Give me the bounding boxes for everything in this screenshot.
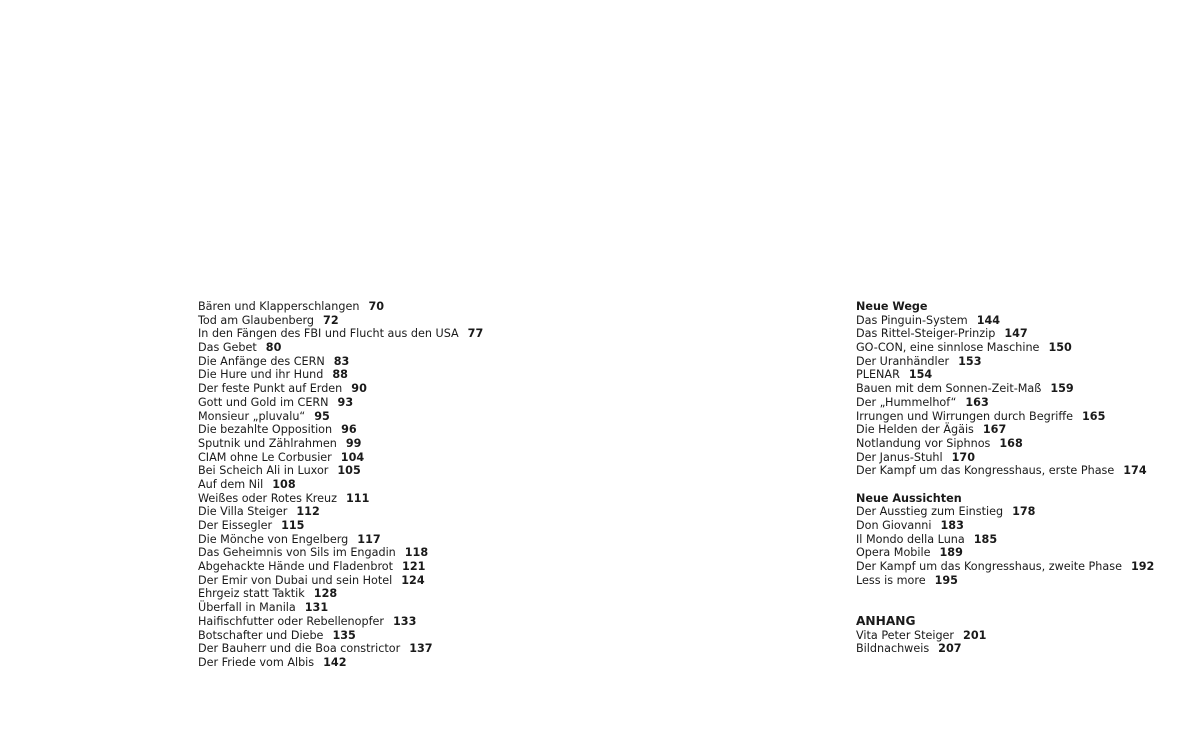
entry-title: Bei Scheich Ali in Luxor xyxy=(198,464,329,478)
entry-page-number: 96 xyxy=(341,423,357,437)
toc-entry xyxy=(198,505,483,519)
entry-title: Die Hure und ihr Hund xyxy=(198,368,324,382)
toc-entry xyxy=(198,368,483,382)
toc-entry xyxy=(856,629,1154,643)
toc-entry xyxy=(198,533,483,547)
entry-page-number: 108 xyxy=(272,477,296,491)
entry-page-number: 165 xyxy=(1082,409,1106,423)
entry-title: Überfall in Manila xyxy=(198,601,296,615)
entry-title: Der Uranhändler xyxy=(856,354,950,368)
entry-title: Die Villa Steiger xyxy=(198,505,288,519)
entry-title: Don Giovanni xyxy=(856,519,932,532)
toc-entry xyxy=(198,341,483,355)
entry-page-number: 99 xyxy=(345,436,362,450)
toc-entry xyxy=(856,533,1154,547)
entry-title: Gott und Gold im CERN xyxy=(198,395,329,409)
toc-entry xyxy=(198,642,483,656)
entry-title: CIAM ohne Le Corbusier xyxy=(198,450,332,464)
entry-title: Der Ausstieg zum Einstieg xyxy=(856,505,1004,519)
entry-page-number: 192 xyxy=(1130,560,1155,574)
entry-title: Das Pinguin-System xyxy=(856,313,968,327)
entry-page-number: 88 xyxy=(332,368,348,382)
entry-page-number: 150 xyxy=(1048,341,1072,355)
entry-page-number: 201 xyxy=(963,628,987,642)
entry-title: Bildnachweis xyxy=(856,642,930,656)
entry-title: Bären und Klapperschlangen xyxy=(198,300,360,313)
toc-list-left xyxy=(198,300,483,670)
entry-title: PLENAR xyxy=(856,368,900,382)
toc-entry xyxy=(198,327,483,341)
entry-page-number: 135 xyxy=(332,628,356,642)
toc-entry xyxy=(198,615,483,629)
entry-title: Ehrgeiz statt Taktik xyxy=(198,587,305,601)
entry-title: Das Rittel-Steiger-Prinzip xyxy=(856,327,996,341)
entry-page-number: 153 xyxy=(958,354,982,368)
entry-page-number: 77 xyxy=(467,327,484,341)
toc-entry xyxy=(856,314,1154,328)
toc-entry xyxy=(198,492,483,506)
entry-title: Die Anfänge des CERN xyxy=(198,354,325,368)
section-heading-neue-wege: Neue Wege xyxy=(856,300,928,313)
entry-title: Die Mönche von Engelberg xyxy=(198,532,349,546)
toc-entry xyxy=(198,451,483,465)
entry-title: Der feste Punkt auf Erden xyxy=(198,382,343,396)
entry-title: Der Emir von Dubai und sein Hotel xyxy=(198,573,393,587)
entry-page-number: 137 xyxy=(409,642,433,656)
toc-entry xyxy=(198,464,483,478)
entry-page-number: 90 xyxy=(351,382,367,396)
toc-entry xyxy=(856,574,1154,588)
entry-page-number: 115 xyxy=(281,519,305,532)
entry-page-number: 128 xyxy=(313,587,338,601)
toc-entry xyxy=(198,587,483,601)
toc-list-right xyxy=(856,300,1154,656)
entry-page-number: 131 xyxy=(304,601,329,615)
entry-page-number: 80 xyxy=(265,341,282,355)
entry-page-number: 118 xyxy=(404,546,429,560)
toc-entry xyxy=(856,451,1154,465)
entry-page-number: 72 xyxy=(323,313,339,327)
toc-entry xyxy=(198,423,483,437)
toc-entry xyxy=(198,546,483,560)
entry-title: Der Kampf um das Kongresshaus, zweite Phase xyxy=(856,560,1122,574)
entry-page-number: 111 xyxy=(346,491,370,505)
toc-entry xyxy=(198,601,483,615)
entry-title: Il Mondo della Luna xyxy=(856,532,965,546)
toc-entry xyxy=(856,642,1154,656)
entry-title: Sputnik und Zählrahmen xyxy=(198,436,337,450)
toc-entry xyxy=(856,505,1154,519)
toc-entry xyxy=(856,464,1154,478)
toc-entry xyxy=(856,546,1154,560)
entry-title: Der Kampf um das Kongresshaus, erste Phase xyxy=(856,464,1115,478)
entry-title: Abgehackte Hände und Fladenbrot xyxy=(198,560,394,574)
toc-entry xyxy=(856,410,1154,424)
toc-entry xyxy=(856,423,1154,437)
entry-page-number: 167 xyxy=(982,423,1007,437)
toc-entry xyxy=(856,368,1154,382)
entry-title: Less is more xyxy=(856,573,926,587)
entry-page-number: 124 xyxy=(401,573,425,587)
section-heading-neue-aussichten: Neue Aussichten xyxy=(856,491,962,505)
toc-entry xyxy=(198,382,483,396)
toc-entry xyxy=(198,574,483,588)
toc-entry xyxy=(856,341,1154,355)
entry-page-number: 117 xyxy=(357,532,381,546)
entry-title: Irrungen und Wirrungen durch Begriffe xyxy=(856,409,1073,423)
toc-entry xyxy=(198,629,483,643)
toc-entry xyxy=(198,478,483,492)
entry-page-number: 154 xyxy=(908,368,933,382)
entry-title: Monsieur „pluvalu“ xyxy=(198,409,306,423)
toc-entry xyxy=(198,396,483,410)
entry-page-number: 178 xyxy=(1012,505,1036,519)
entry-title: Tod am Glaubenberg xyxy=(198,313,315,327)
entry-page-number: 133 xyxy=(393,614,417,628)
entry-page-number: 174 xyxy=(1123,464,1147,478)
toc-entry xyxy=(198,355,483,369)
entry-title: Der Janus-Stuhl xyxy=(856,450,943,464)
entry-title: Der Eissegler xyxy=(198,519,273,532)
entry-title: Vita Peter Steiger xyxy=(856,628,955,642)
entry-page-number: 163 xyxy=(965,395,989,409)
toc-entry xyxy=(198,560,483,574)
entry-title: Die Helden der Ägäis xyxy=(856,423,974,437)
entry-title: In den Fängen des FBI und Flucht aus den USA xyxy=(198,327,459,341)
entry-page-number: 189 xyxy=(939,546,963,560)
entry-title: Das Geheimnis von Sils im Engadin xyxy=(198,546,396,560)
toc-entry xyxy=(856,327,1154,341)
toc-entry xyxy=(856,396,1154,410)
entry-page-number: 144 xyxy=(976,313,1001,327)
entry-page-number: 70 xyxy=(368,300,385,313)
toc-entry xyxy=(856,560,1154,574)
toc-entry xyxy=(856,519,1154,533)
entry-page-number: 83 xyxy=(333,354,350,368)
right-page xyxy=(600,0,1200,732)
toc-entry xyxy=(198,437,483,451)
entry-page-number: 185 xyxy=(973,532,998,546)
entry-page-number: 159 xyxy=(1050,382,1074,396)
entry-page-number: 147 xyxy=(1004,327,1028,341)
entry-title: Die bezahlte Opposition xyxy=(198,423,333,437)
toc-entry xyxy=(198,519,483,533)
entry-title: Weißes oder Rotes Kreuz xyxy=(198,491,338,505)
entry-title: Bauen mit dem Sonnen-Zeit-Maß xyxy=(856,382,1042,396)
entry-title: Notlandung vor Siphnos xyxy=(856,436,991,450)
section-spacer xyxy=(856,478,1154,492)
toc-entry xyxy=(198,300,483,314)
entry-title: Der Friede vom Albis xyxy=(198,655,315,669)
entry-title: Opera Mobile xyxy=(856,546,931,560)
entry-page-number: 142 xyxy=(323,655,347,669)
entry-page-number: 183 xyxy=(940,519,964,532)
toc-entry xyxy=(856,355,1154,369)
entry-title: Der „Hummelhof“ xyxy=(856,395,957,409)
entry-page-number: 112 xyxy=(296,505,320,519)
toc-entry xyxy=(198,410,483,424)
entry-title: Das Gebet xyxy=(198,341,257,355)
entry-page-number: 207 xyxy=(938,642,962,656)
entry-title: Haifischfutter oder Rebellenopfer xyxy=(198,614,385,628)
entry-page-number: 104 xyxy=(340,450,365,464)
entry-page-number: 93 xyxy=(337,395,354,409)
entry-page-number: 195 xyxy=(934,573,958,587)
section-spacer xyxy=(856,587,1154,614)
entry-page-number: 121 xyxy=(402,560,426,574)
entry-title: Der Bauherr und die Boa constrictor xyxy=(198,642,401,656)
toc-entry xyxy=(856,382,1154,396)
toc-entry xyxy=(856,437,1154,451)
section-heading-anhang: ANHANG xyxy=(856,613,916,628)
toc-entry xyxy=(198,656,483,670)
entry-page-number: 170 xyxy=(951,450,975,464)
entry-page-number: 95 xyxy=(314,409,330,423)
entry-title: Botschafter und Diebe xyxy=(198,628,324,642)
toc-entry xyxy=(198,314,483,328)
entry-page-number: 168 xyxy=(999,436,1023,450)
entry-title: GO-CON, eine sinnlose Maschine xyxy=(856,341,1040,355)
entry-title: Auf dem Nil xyxy=(198,477,264,491)
entry-page-number: 105 xyxy=(337,464,361,478)
